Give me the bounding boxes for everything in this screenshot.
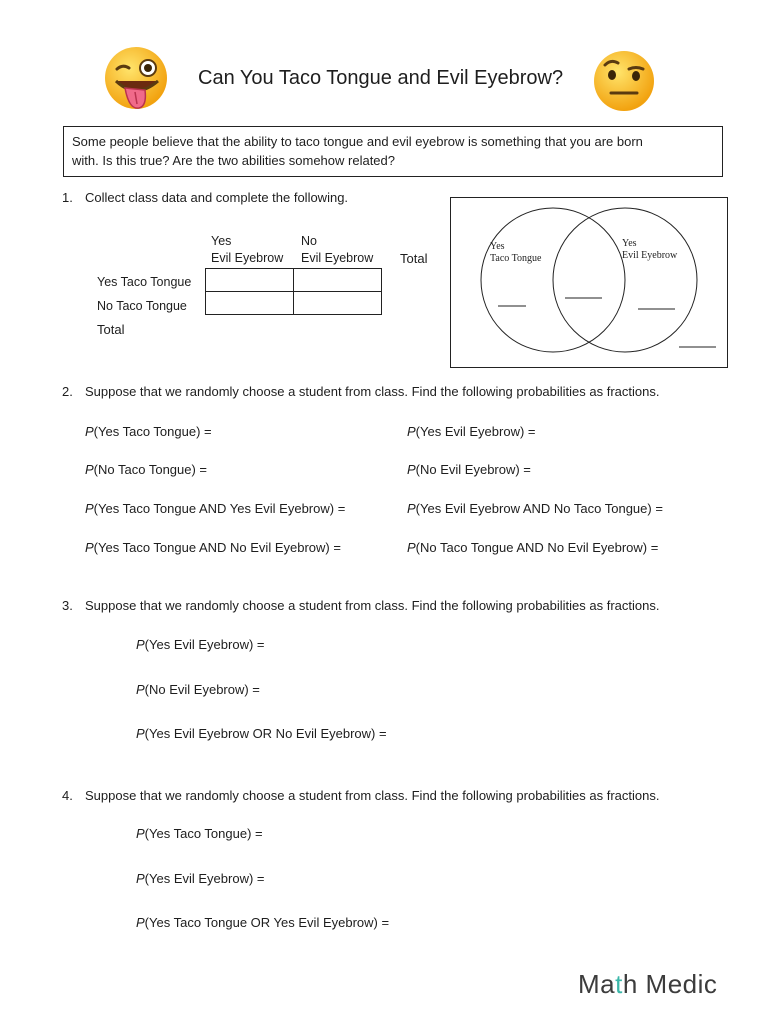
venn-label-left-line2: Taco Tongue [490,253,542,264]
col-header-no-line1: No [301,234,317,248]
col-header-yes-line2: Evil Eyebrow [211,251,284,265]
q2-item-3-text: (No Taco Tongue) = [93,462,208,477]
row-header-yes-taco: Yes Taco Tongue [97,275,192,289]
q3-item-1-text: (Yes Evil Eyebrow) = [144,637,265,652]
q2-item-1-text: (Yes Taco Tongue) = [93,424,212,439]
col-header-total: Total [400,251,428,266]
face-with-raised-eyebrow-icon [591,49,657,113]
q2-item-8 [407,540,658,555]
prob-symbol: P [85,540,94,555]
prob-symbol: P [136,682,145,697]
page-title: Can You Taco Tongue and Evil Eyebrow? [198,67,564,89]
q3-item-3 [136,726,387,741]
row-header-no-taco: No Taco Tongue [97,299,187,313]
q2-item-2-text: (Yes Evil Eyebrow) = [415,424,536,439]
q3-item-2-text: (No Evil Eyebrow) = [144,682,260,697]
q4-item-2-text: (Yes Evil Eyebrow) = [144,871,265,886]
cell-yes-taco-yes-evil[interactable] [206,269,294,292]
cell-no-taco-no-evil[interactable] [294,292,382,315]
venn-diagram-box [450,197,728,368]
venn-diagram [451,198,727,367]
q4-text: Suppose that we randomly choose a student from class. Find the following probabilities as fractions. [85,788,660,803]
q4-item-1-text: (Yes Taco Tongue) = [144,826,263,841]
prob-symbol: P [407,424,416,439]
intro-box [63,126,723,177]
q2-item-4 [407,462,531,477]
q4-item-3 [136,915,389,930]
q2-item-7-text: (Yes Taco Tongue AND No Evil Eyebrow) = [93,540,341,555]
q2-number: 2. [62,384,73,399]
prob-symbol: P [136,826,145,841]
q1-text: Collect class data and complete the following. [85,190,349,205]
prob-symbol: P [85,424,94,439]
q4-item-2 [136,871,265,886]
q2-item-4-text: (No Evil Eyebrow) = [415,462,531,477]
row-header-total: Total [97,322,125,337]
q2-item-1 [85,424,212,439]
q2-item-3 [85,462,207,477]
col-header-no-line2: Evil Eyebrow [301,251,374,265]
prob-symbol: P [85,462,94,477]
q2-item-2 [407,424,536,439]
cell-no-taco-yes-evil[interactable] [206,292,294,315]
q2-item-6-text: (Yes Evil Eyebrow AND No Taco Tongue) = [415,501,663,516]
venn-label-right-line1: Yes [622,238,637,249]
prob-symbol: P [136,871,145,886]
logo-cross-letter: t [615,969,623,999]
q2-item-5-text: (Yes Taco Tongue AND Yes Evil Eyebrow) = [93,501,346,516]
q4-number: 4. [62,788,73,803]
venn-label-left-line1: Yes [490,241,505,252]
q2-item-7 [85,540,341,555]
q1-number: 1. [62,190,73,205]
cell-yes-taco-no-evil[interactable] [294,269,382,292]
prob-symbol: P [85,501,94,516]
prob-symbol: P [136,637,145,652]
q3-item-3-text: (Yes Evil Eyebrow OR No Evil Eyebrow) = [144,726,387,741]
q2-item-8-text: (No Taco Tongue AND No Evil Eyebrow) = [415,540,659,555]
prob-symbol: P [407,462,416,477]
q3-item-1 [136,637,265,652]
q3-text: Suppose that we randomly choose a student from class. Find the following probabilities as fractions. [85,598,660,613]
logo-text-start: Ma [578,969,616,999]
q2-text: Suppose that we randomly choose a student from class. Find the following probabilities as fractions. [85,384,660,399]
q3-number: 3. [62,598,73,613]
intro-line-2: with. Is this true? Are the two abilities somehow related? [72,153,395,168]
prob-symbol: P [136,726,145,741]
q3-item-2 [136,682,260,697]
venn-label-right-line2: Evil Eyebrow [622,250,678,261]
q2-item-6 [407,501,663,516]
math-medic-logo [578,969,717,1000]
q4-item-3-text: (Yes Taco Tongue OR Yes Evil Eyebrow) = [144,915,390,930]
contingency-table [205,268,382,315]
winking-face-with-tongue-icon [103,44,169,114]
q4-item-1 [136,826,263,841]
intro-line-1: Some people believe that the ability to taco tongue and evil eyebrow is something that you are born [72,134,643,149]
q2-item-5 [85,501,345,516]
col-header-yes-line1: Yes [211,234,232,248]
logo-text-end: h Medic [622,969,718,999]
prob-symbol: P [136,915,145,930]
prob-symbol: P [407,540,416,555]
prob-symbol: P [407,501,416,516]
